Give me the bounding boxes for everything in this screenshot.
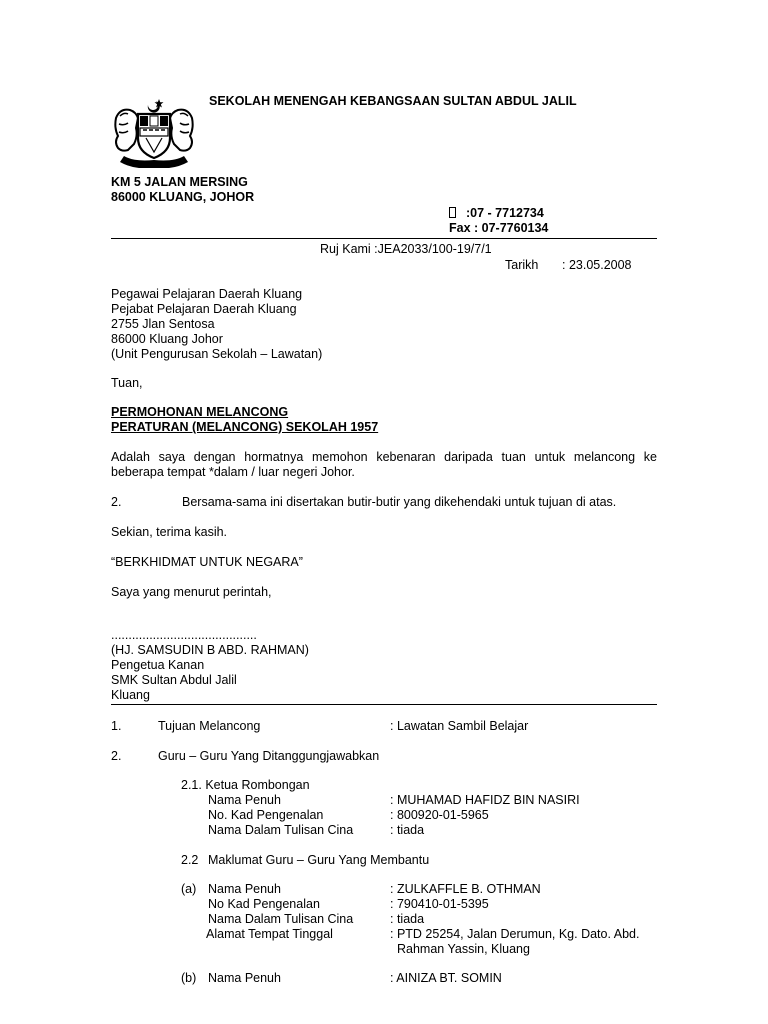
detail-value: : MUHAMAD HAFIDZ BIN NASIRI bbox=[390, 793, 580, 807]
detail-value: : tiada bbox=[390, 823, 425, 837]
school-crest-logo bbox=[110, 96, 198, 168]
item-1-value: : Lawatan Sambil Belajar bbox=[390, 719, 529, 733]
body-paragraph-1-line2: beberapa tempat *dalam / luar negeri Johor. bbox=[111, 465, 355, 479]
section-2-2-number: 2.2 bbox=[181, 853, 199, 867]
item-1-label: Tujuan Melancong bbox=[158, 719, 261, 733]
recipient-line: Pegawai Pelajaran Daerah Kluang bbox=[111, 287, 303, 301]
school-address-line1: KM 5 JALAN MERSING bbox=[111, 175, 248, 189]
detail-value-continuation: Rahman Yassin, Kluang bbox=[397, 942, 530, 956]
motto-text: “BERKHIDMAT UNTUK NEGARA” bbox=[111, 555, 303, 569]
signatory-school: SMK Sultan Abdul Jalil bbox=[111, 673, 237, 687]
header-divider bbox=[111, 238, 657, 239]
detail-value: : ZULKAFFLE B. OTHMAN bbox=[390, 882, 541, 896]
detail-label: Nama Dalam Tulisan Cina bbox=[208, 912, 354, 926]
paragraph-2-text: Bersama-sama ini disertakan butir-butir yang dikehendaki untuk tujuan di atas. bbox=[182, 495, 617, 509]
detail-value: : 800920-01-5965 bbox=[390, 808, 489, 822]
obedient-text: Saya yang menurut perintah, bbox=[111, 585, 272, 599]
subject-line1: PERMOHONAN MELANCONG bbox=[111, 405, 289, 419]
detail-value: : AINIZA BT. SOMIN bbox=[390, 971, 502, 985]
salutation: Tuan, bbox=[111, 376, 143, 390]
body-paragraph-1 bbox=[111, 450, 657, 480]
school-address-line2: 86000 KLUANG, JOHOR bbox=[111, 190, 255, 204]
detail-label: Nama Penuh bbox=[208, 793, 281, 807]
signature-divider bbox=[111, 704, 657, 705]
signatory-town: Kluang bbox=[111, 688, 150, 702]
item-2-number: 2. bbox=[111, 749, 122, 763]
detail-label: No. Kad Pengenalan bbox=[208, 808, 324, 822]
school-phone bbox=[449, 206, 544, 221]
detail-label: Alamat Tempat Tinggal bbox=[206, 927, 333, 941]
subject-line2: PERATURAN (MELANCONG) SEKOLAH 1957 bbox=[111, 420, 379, 434]
recipient-line: Pejabat Pelajaran Daerah Kluang bbox=[111, 302, 297, 316]
reference-number: Ruj Kami :JEA2033/100-19/7/1 bbox=[320, 242, 492, 256]
body-paragraph-1-line1: Adalah saya dengan hormatnya memohon kebenaran daripada tuan untuk melancong ke bbox=[111, 450, 657, 464]
closing-text: Sekian, terima kasih. bbox=[111, 525, 228, 539]
detail-label: Nama Penuh bbox=[208, 882, 281, 896]
section-2-2-title: Maklumat Guru – Guru Yang Membantu bbox=[208, 853, 430, 867]
item-2-label: Guru – Guru Yang Ditanggungjawabkan bbox=[158, 749, 380, 763]
detail-value: : 790410-01-5395 bbox=[390, 897, 489, 911]
paragraph-2-number: 2. bbox=[111, 495, 122, 509]
detail-label: Nama Penuh bbox=[208, 971, 281, 985]
signatory-name: (HJ. SAMSUDIN B ABD. RAHMAN) bbox=[111, 643, 309, 657]
date-label: Tarikh bbox=[505, 258, 539, 272]
item-1-number: 1. bbox=[111, 719, 122, 733]
phone-number: :07 - 7712734 bbox=[466, 206, 544, 220]
sub-item-b-marker: (b) bbox=[181, 971, 197, 985]
detail-value: : tiada bbox=[390, 912, 425, 926]
section-2-1-title: 2.1. Ketua Rombongan bbox=[181, 778, 310, 792]
detail-label: No Kad Pengenalan bbox=[208, 897, 320, 911]
school-fax: Fax : 07-7760134 bbox=[449, 221, 549, 235]
recipient-line: (Unit Pengurusan Sekolah – Lawatan) bbox=[111, 347, 323, 361]
phone-icon bbox=[449, 207, 456, 218]
sub-item-a-marker: (a) bbox=[181, 882, 197, 896]
date-value: : 23.05.2008 bbox=[562, 258, 632, 272]
recipient-line: 86000 Kluang Johor bbox=[111, 332, 223, 346]
recipient-line: 2755 Jlan Sentosa bbox=[111, 317, 215, 331]
detail-label: Nama Dalam Tulisan Cina bbox=[208, 823, 354, 837]
detail-value: : PTD 25254, Jalan Derumun, Kg. Dato. Abd. bbox=[390, 927, 640, 941]
school-name: SEKOLAH MENENGAH KEBANGSAAN SULTAN ABDUL JALIL bbox=[209, 94, 577, 108]
signature-line: .......................................... bbox=[111, 628, 257, 642]
signatory-title: Pengetua Kanan bbox=[111, 658, 205, 672]
